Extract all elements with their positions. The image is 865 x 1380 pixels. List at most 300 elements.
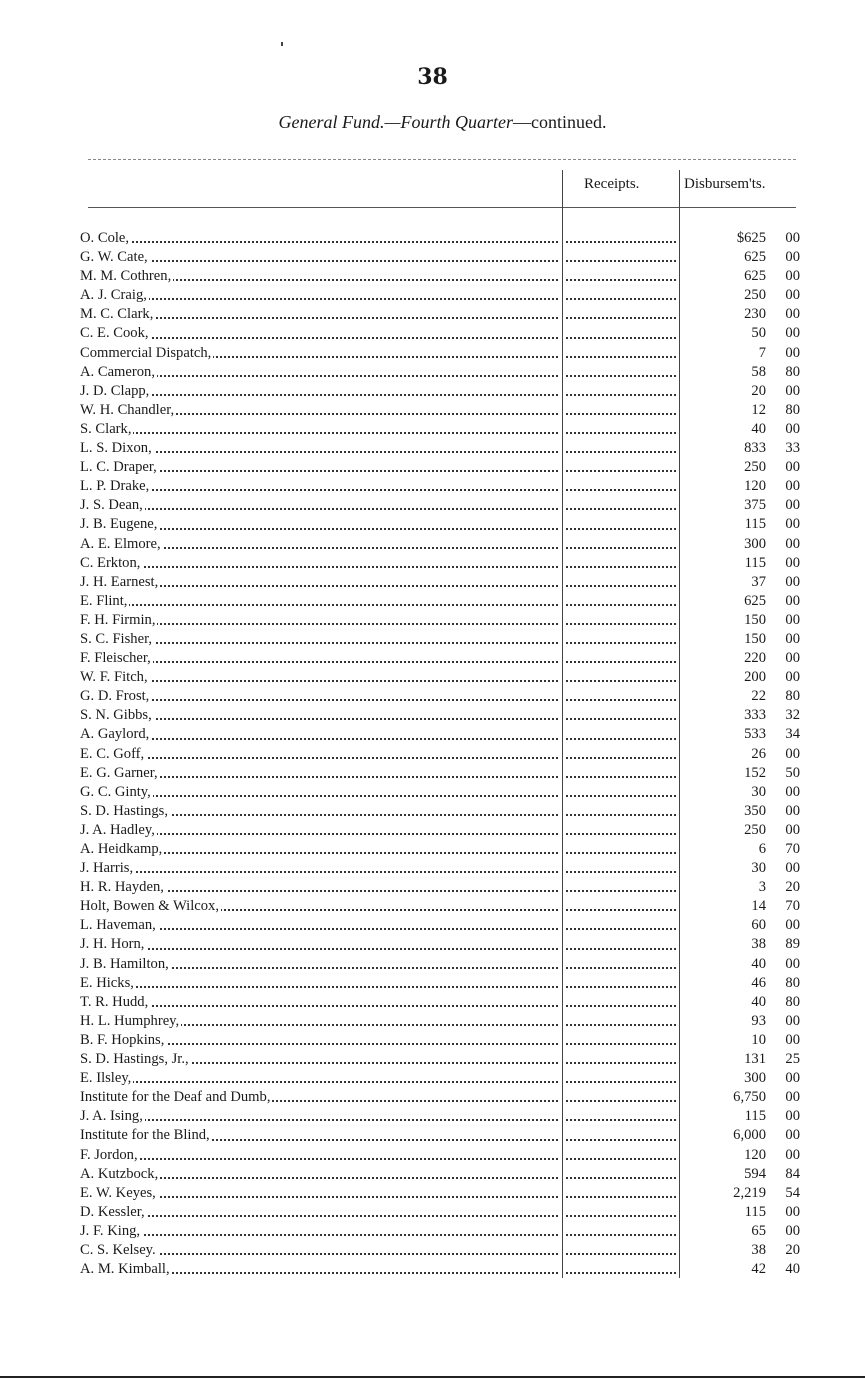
payee-name xyxy=(80,802,558,821)
payee-name xyxy=(80,1146,558,1165)
disbursement-cents: 00 xyxy=(785,1031,800,1048)
table-row xyxy=(80,687,800,706)
payee-name-text: D. Kessler, xyxy=(80,1203,145,1220)
receipts-cell xyxy=(566,363,676,382)
receipts-cell xyxy=(566,1088,676,1107)
ink-speck xyxy=(281,42,283,46)
payee-name-text: A. E. Elmore, xyxy=(80,535,161,552)
receipts-cell xyxy=(566,420,676,439)
disbursement-cents: 70 xyxy=(785,841,800,857)
disbursement-dollars: 65 xyxy=(751,1222,766,1239)
receipts-cell xyxy=(566,305,676,324)
payee-name xyxy=(80,1088,558,1107)
disbursement-cents: 00 xyxy=(785,860,800,877)
receipts-cell xyxy=(566,535,676,554)
table-row xyxy=(80,535,800,554)
payee-name xyxy=(80,286,558,305)
table-row xyxy=(80,955,800,974)
disbursement-cents: 00 xyxy=(785,325,800,342)
disbursement-cents: 00 xyxy=(785,1012,800,1029)
payee-name xyxy=(80,1222,558,1241)
disbursement-dollars: 6 xyxy=(758,841,766,857)
table-row xyxy=(80,1260,800,1279)
disbursement-dollars: 250 xyxy=(744,821,766,838)
disbursement-dollars: 115 xyxy=(744,1108,766,1125)
disbursement-dollars: 40 xyxy=(751,955,766,972)
table-row xyxy=(80,840,800,859)
payee-name-text: J. B. Eugene, xyxy=(80,516,158,533)
receipts-cell xyxy=(566,477,676,496)
disbursement-cents: 80 xyxy=(785,363,800,380)
receipts-cell xyxy=(566,1184,676,1203)
table-row xyxy=(80,993,800,1012)
table-row xyxy=(80,324,800,343)
disbursement-cents: 00 xyxy=(785,955,800,972)
payee-name-text: J. D. Clapp, xyxy=(80,382,150,399)
disbursement-dollars: 230 xyxy=(744,306,766,323)
disbursement-cents: 00 xyxy=(785,249,800,266)
disbursement-dollars: 350 xyxy=(744,802,766,819)
disbursement-dollars: 625 xyxy=(744,592,766,609)
table-row xyxy=(80,248,800,267)
table-row xyxy=(80,1184,800,1203)
payee-name xyxy=(80,821,558,840)
receipts-cell xyxy=(566,439,676,458)
payee-name-text: E. C. Goff, xyxy=(80,745,145,762)
table-row xyxy=(80,1222,800,1241)
disbursement-cents: 00 xyxy=(785,230,800,246)
receipts-cell xyxy=(566,1260,676,1279)
disbursement-dollars: 6,750 xyxy=(733,1089,766,1106)
disbursement-cents: 89 xyxy=(785,936,800,953)
receipts-cell xyxy=(566,229,676,248)
table-row xyxy=(80,592,800,611)
payee-name xyxy=(80,1050,558,1069)
table-row xyxy=(80,420,800,439)
payee-name-text: Institute for the Blind, xyxy=(80,1127,210,1144)
payee-name xyxy=(80,1184,558,1203)
disbursement-dollars: 533 xyxy=(744,726,766,743)
receipts-cell xyxy=(566,286,676,305)
receipts-cell xyxy=(566,649,676,668)
payee-name xyxy=(80,611,558,630)
payee-name xyxy=(80,916,558,935)
payee-name-text: A. Cameron, xyxy=(80,363,155,380)
table-row xyxy=(80,668,800,687)
disbursement-dollars: 7 xyxy=(758,344,766,361)
table-row xyxy=(80,515,800,534)
payee-name xyxy=(80,1165,558,1184)
disbursement-dollars: 46 xyxy=(751,974,766,991)
table-row xyxy=(80,401,800,420)
disbursement-dollars: 12 xyxy=(751,401,766,418)
table-row xyxy=(80,1069,800,1088)
payee-name-text: G. C. Ginty, xyxy=(80,783,151,800)
payee-name-text: S. D. Hastings, xyxy=(80,802,168,819)
disbursement-dollars: 58 xyxy=(751,363,766,380)
table-row xyxy=(80,1050,800,1069)
disbursement-dollars: $625 xyxy=(736,230,766,246)
payee-name xyxy=(80,515,558,534)
payee-name-text: M. C. Clark, xyxy=(80,306,154,323)
table-row xyxy=(80,477,800,496)
payee-name-text: S. D. Hastings, Jr., xyxy=(80,1051,189,1068)
disbursement-cents: 00 xyxy=(785,497,800,514)
receipts-cell xyxy=(566,344,676,363)
payee-name-text: E. Ilsley, xyxy=(80,1070,132,1087)
receipts-cell xyxy=(566,573,676,592)
receipts-cell xyxy=(566,916,676,935)
disbursement-cents: 00 xyxy=(785,821,800,838)
receipts-cell xyxy=(566,706,676,725)
disbursement-dollars: 38 xyxy=(751,1241,766,1258)
table-row xyxy=(80,1031,800,1050)
payee-name-text: E. Flint, xyxy=(80,592,128,609)
payee-name xyxy=(80,783,558,802)
payee-name-text: L. P. Drake, xyxy=(80,478,150,495)
page-heading xyxy=(0,112,865,133)
disbursement-dollars: 115 xyxy=(744,516,766,533)
disbursement-dollars: 42 xyxy=(751,1261,766,1278)
table-row xyxy=(80,859,800,878)
receipts-cell xyxy=(566,955,676,974)
payee-name xyxy=(80,382,558,401)
payee-name xyxy=(80,535,558,554)
disbursement-cents: 00 xyxy=(785,630,800,647)
receipts-cell xyxy=(566,382,676,401)
payee-name-text: G. D. Frost, xyxy=(80,688,150,705)
receipts-cell xyxy=(566,764,676,783)
disbursement-dollars: 625 xyxy=(744,249,766,266)
payee-name xyxy=(80,668,558,687)
payee-name xyxy=(80,305,558,324)
payee-name xyxy=(80,1012,558,1031)
disbursement-dollars: 38 xyxy=(751,936,766,953)
disbursement-dollars: 60 xyxy=(751,917,766,934)
receipts-cell xyxy=(566,592,676,611)
receipts-cell xyxy=(566,611,676,630)
disbursement-dollars: 150 xyxy=(744,630,766,647)
receipts-cell xyxy=(566,725,676,744)
disbursement-dollars: 220 xyxy=(744,650,766,667)
payee-name-text: J. B. Hamilton, xyxy=(80,955,169,972)
table-row xyxy=(80,649,800,668)
payee-name xyxy=(80,649,558,668)
disbursement-cents: 80 xyxy=(785,974,800,991)
disbursement-cents: 00 xyxy=(785,459,800,476)
payee-name xyxy=(80,955,558,974)
receipts-cell xyxy=(566,1126,676,1145)
payee-name-text: A. M. Kimball, xyxy=(80,1261,170,1278)
payee-name-text: S. Clark, xyxy=(80,420,132,437)
payee-name-text: F. Fleischer, xyxy=(80,650,151,667)
disbursement-cents: 00 xyxy=(785,1070,800,1087)
table-row xyxy=(80,764,800,783)
payee-name xyxy=(80,687,558,706)
disbursement-cents: 00 xyxy=(785,592,800,609)
disbursement-cents: 54 xyxy=(785,1184,800,1201)
disbursement-cents: 80 xyxy=(785,993,800,1010)
disbursement-dollars: 625 xyxy=(744,268,766,285)
disbursement-dollars: 150 xyxy=(744,611,766,628)
payee-name-text: F. H. Firmin, xyxy=(80,611,156,628)
table-row xyxy=(80,1107,800,1126)
disbursement-dollars: 300 xyxy=(744,1070,766,1087)
payee-name-text: C. S. Kelsey. xyxy=(80,1241,156,1258)
table-row xyxy=(80,1146,800,1165)
table-row xyxy=(80,267,800,286)
payee-name xyxy=(80,974,558,993)
disbursement-dollars: 26 xyxy=(751,745,766,762)
disbursement-dollars: 250 xyxy=(744,287,766,304)
payee-name xyxy=(80,592,558,611)
disbursement-cents: 00 xyxy=(785,802,800,819)
payee-name xyxy=(80,706,558,725)
payee-name xyxy=(80,859,558,878)
disbursement-cents: 00 xyxy=(785,1203,800,1220)
receipts-cell xyxy=(566,974,676,993)
disbursement-dollars: 40 xyxy=(751,420,766,437)
page-bottom-rule xyxy=(0,1376,865,1378)
receipts-cell xyxy=(566,1241,676,1260)
disbursement-dollars: 40 xyxy=(751,993,766,1010)
payee-name xyxy=(80,1031,558,1050)
table-row xyxy=(80,344,800,363)
page-number: 38 xyxy=(417,64,448,90)
receipts-cell xyxy=(566,993,676,1012)
receipts-cell xyxy=(566,1069,676,1088)
payee-name xyxy=(80,745,558,764)
receipts-cell xyxy=(566,878,676,897)
table-row xyxy=(80,1241,800,1260)
receipts-cell xyxy=(566,745,676,764)
payee-name-text: E. G. Garner, xyxy=(80,764,158,781)
payee-name-text: C. E. Cook, xyxy=(80,325,149,342)
table-row xyxy=(80,974,800,993)
table-row xyxy=(80,305,800,324)
disbursement-cents: 80 xyxy=(785,401,800,418)
table-row xyxy=(80,439,800,458)
disbursement-dollars: 594 xyxy=(744,1165,766,1182)
receipts-cell xyxy=(566,783,676,802)
table-row xyxy=(80,1012,800,1031)
disbursement-cents: 00 xyxy=(785,1108,800,1125)
payee-name xyxy=(80,840,558,859)
disbursement-dollars: 50 xyxy=(751,325,766,342)
payee-name xyxy=(80,878,558,897)
heading-title: General Fund.—Fourth Quarter xyxy=(278,112,513,132)
payee-name xyxy=(80,363,558,382)
payee-name-text: L. C. Draper, xyxy=(80,459,157,476)
disbursement-cents: 70 xyxy=(785,898,800,915)
receipts-cell xyxy=(566,458,676,477)
receipts-cell xyxy=(566,248,676,267)
payee-name xyxy=(80,344,558,363)
disbursement-cents: 34 xyxy=(785,726,800,743)
receipts-cell xyxy=(566,935,676,954)
payee-name-text: W. H. Chandler, xyxy=(80,401,175,418)
table-row xyxy=(80,286,800,305)
payee-name-text: J. Harris, xyxy=(80,860,134,877)
table-row xyxy=(80,745,800,764)
payee-name-text: J. H. Horn, xyxy=(80,936,145,953)
disbursement-cents: 25 xyxy=(785,1051,800,1068)
table-top-rule xyxy=(88,159,796,160)
payee-name-text: J. H. Earnest, xyxy=(80,573,159,590)
disbursement-cents: 00 xyxy=(785,1222,800,1239)
table-row xyxy=(80,706,800,725)
receipts-cell xyxy=(566,687,676,706)
table-row xyxy=(80,382,800,401)
payee-name-text: G. W. Cate, xyxy=(80,249,148,266)
table-row xyxy=(80,897,800,916)
receipts-cell xyxy=(566,802,676,821)
payee-name-text: O. Cole, xyxy=(80,230,130,246)
disbursement-dollars: 250 xyxy=(744,459,766,476)
payee-name-text: C. Erkton, xyxy=(80,554,141,571)
payee-name-text: J. F. King, xyxy=(80,1222,141,1239)
disbursement-dollars: 20 xyxy=(751,382,766,399)
receipts-cell xyxy=(566,1203,676,1222)
disbursement-cents: 00 xyxy=(785,478,800,495)
disbursement-dollars: 3 xyxy=(758,879,766,896)
disbursement-dollars: 14 xyxy=(751,898,766,915)
payee-name xyxy=(80,764,558,783)
receipts-column-header: Receipts. xyxy=(584,176,640,192)
payee-name xyxy=(80,573,558,592)
disbursement-cents: 00 xyxy=(785,1127,800,1144)
disbursement-cents: 00 xyxy=(785,611,800,628)
table-row xyxy=(80,1088,800,1107)
disbursement-cents: 00 xyxy=(785,745,800,762)
receipts-cell xyxy=(566,668,676,687)
payee-name xyxy=(80,725,558,744)
disbursement-dollars: 115 xyxy=(744,1203,766,1220)
disbursements-column-header: Disbursem'ts. xyxy=(684,176,766,192)
disbursement-cents: 00 xyxy=(785,573,800,590)
table-row xyxy=(80,229,800,248)
payee-name-text: W. F. Fitch, xyxy=(80,669,148,686)
receipts-cell xyxy=(566,267,676,286)
disbursement-cents: 80 xyxy=(785,688,800,705)
disbursement-dollars: 93 xyxy=(751,1012,766,1029)
payee-name-text: J. S. Dean, xyxy=(80,497,143,514)
table-row xyxy=(80,783,800,802)
payee-name xyxy=(80,477,558,496)
payee-name xyxy=(80,420,558,439)
payee-name xyxy=(80,458,558,477)
payee-name-text: T. R. Hudd, xyxy=(80,993,149,1010)
payee-name-text: L. S. Dixon, xyxy=(80,440,152,457)
disbursement-cents: 00 xyxy=(785,650,800,667)
payee-name xyxy=(80,496,558,515)
disbursement-cents: 00 xyxy=(785,268,800,285)
disbursement-dollars: 833 xyxy=(744,440,766,457)
disbursement-dollars: 120 xyxy=(744,478,766,495)
receipts-cell xyxy=(566,859,676,878)
disbursement-cents: 00 xyxy=(785,344,800,361)
table-row xyxy=(80,458,800,477)
receipts-cell xyxy=(566,515,676,534)
payee-name-text: A. Gaylord, xyxy=(80,726,150,743)
payee-name xyxy=(80,1069,558,1088)
payee-name xyxy=(80,248,558,267)
disbursement-cents: 00 xyxy=(785,1146,800,1163)
disbursement-cents: 00 xyxy=(785,917,800,934)
table-row xyxy=(80,554,800,573)
payee-name xyxy=(80,993,558,1012)
disbursement-cents: 00 xyxy=(785,306,800,323)
payee-name xyxy=(80,439,558,458)
receipts-cell xyxy=(566,897,676,916)
receipts-cell xyxy=(566,401,676,420)
table-row xyxy=(80,630,800,649)
disbursement-dollars: 300 xyxy=(744,535,766,552)
table-row xyxy=(80,802,800,821)
receipts-cell xyxy=(566,630,676,649)
payee-name-text: E. Hicks, xyxy=(80,974,134,991)
disbursement-cents: 20 xyxy=(785,879,800,896)
disbursement-dollars: 37 xyxy=(751,573,766,590)
payee-name xyxy=(80,229,558,248)
disbursement-dollars: 131 xyxy=(744,1051,766,1068)
disbursement-dollars: 30 xyxy=(751,783,766,800)
disbursement-cents: 84 xyxy=(785,1165,800,1182)
disbursement-dollars: 375 xyxy=(744,497,766,514)
payee-name-text: A. Kutzbock, xyxy=(80,1165,159,1182)
payee-name xyxy=(80,630,558,649)
receipts-cell xyxy=(566,554,676,573)
table-row xyxy=(80,611,800,630)
payee-name xyxy=(80,267,558,286)
payee-name-text: Holt, Bowen & Wilcox, xyxy=(80,898,219,915)
disbursement-cents: 32 xyxy=(785,707,800,724)
payee-name-text: Commercial Dispatch, xyxy=(80,344,212,361)
ledger-rows xyxy=(80,229,800,1279)
payee-name-text: A. Heidkamp, xyxy=(80,841,163,857)
receipts-cell xyxy=(566,1012,676,1031)
disbursement-cents: 20 xyxy=(785,1241,800,1258)
payee-name xyxy=(80,1203,558,1222)
disbursement-dollars: 10 xyxy=(751,1031,766,1048)
payee-name-text: L. Haveman, xyxy=(80,917,156,934)
payee-name-text: M. M. Cothren, xyxy=(80,268,172,285)
payee-name-text: B. F. Hopkins, xyxy=(80,1031,165,1048)
table-row xyxy=(80,725,800,744)
disbursement-dollars: 333 xyxy=(744,707,766,724)
payee-name-text: J. A. Ising, xyxy=(80,1108,143,1125)
disbursement-cents: 00 xyxy=(785,382,800,399)
receipts-cell xyxy=(566,840,676,859)
heading-continued: —continued. xyxy=(513,112,607,132)
table-row xyxy=(80,916,800,935)
disbursement-cents: 00 xyxy=(785,554,800,571)
payee-name-text: S. C. Fisher, xyxy=(80,630,152,647)
disbursement-cents: 33 xyxy=(785,440,800,457)
payee-name-text: S. N. Gibbs, xyxy=(80,707,152,724)
disbursement-dollars: 22 xyxy=(751,688,766,705)
header-bottom-rule xyxy=(88,207,796,208)
disbursement-dollars: 115 xyxy=(744,554,766,571)
payee-name xyxy=(80,324,558,343)
payee-name-text: F. Jordon, xyxy=(80,1146,138,1163)
payee-name xyxy=(80,401,558,420)
receipts-cell xyxy=(566,1165,676,1184)
disbursement-dollars: 152 xyxy=(744,764,766,781)
disbursement-cents: 00 xyxy=(785,669,800,686)
disbursement-cents: 00 xyxy=(785,1089,800,1106)
disbursement-cents: 00 xyxy=(785,516,800,533)
